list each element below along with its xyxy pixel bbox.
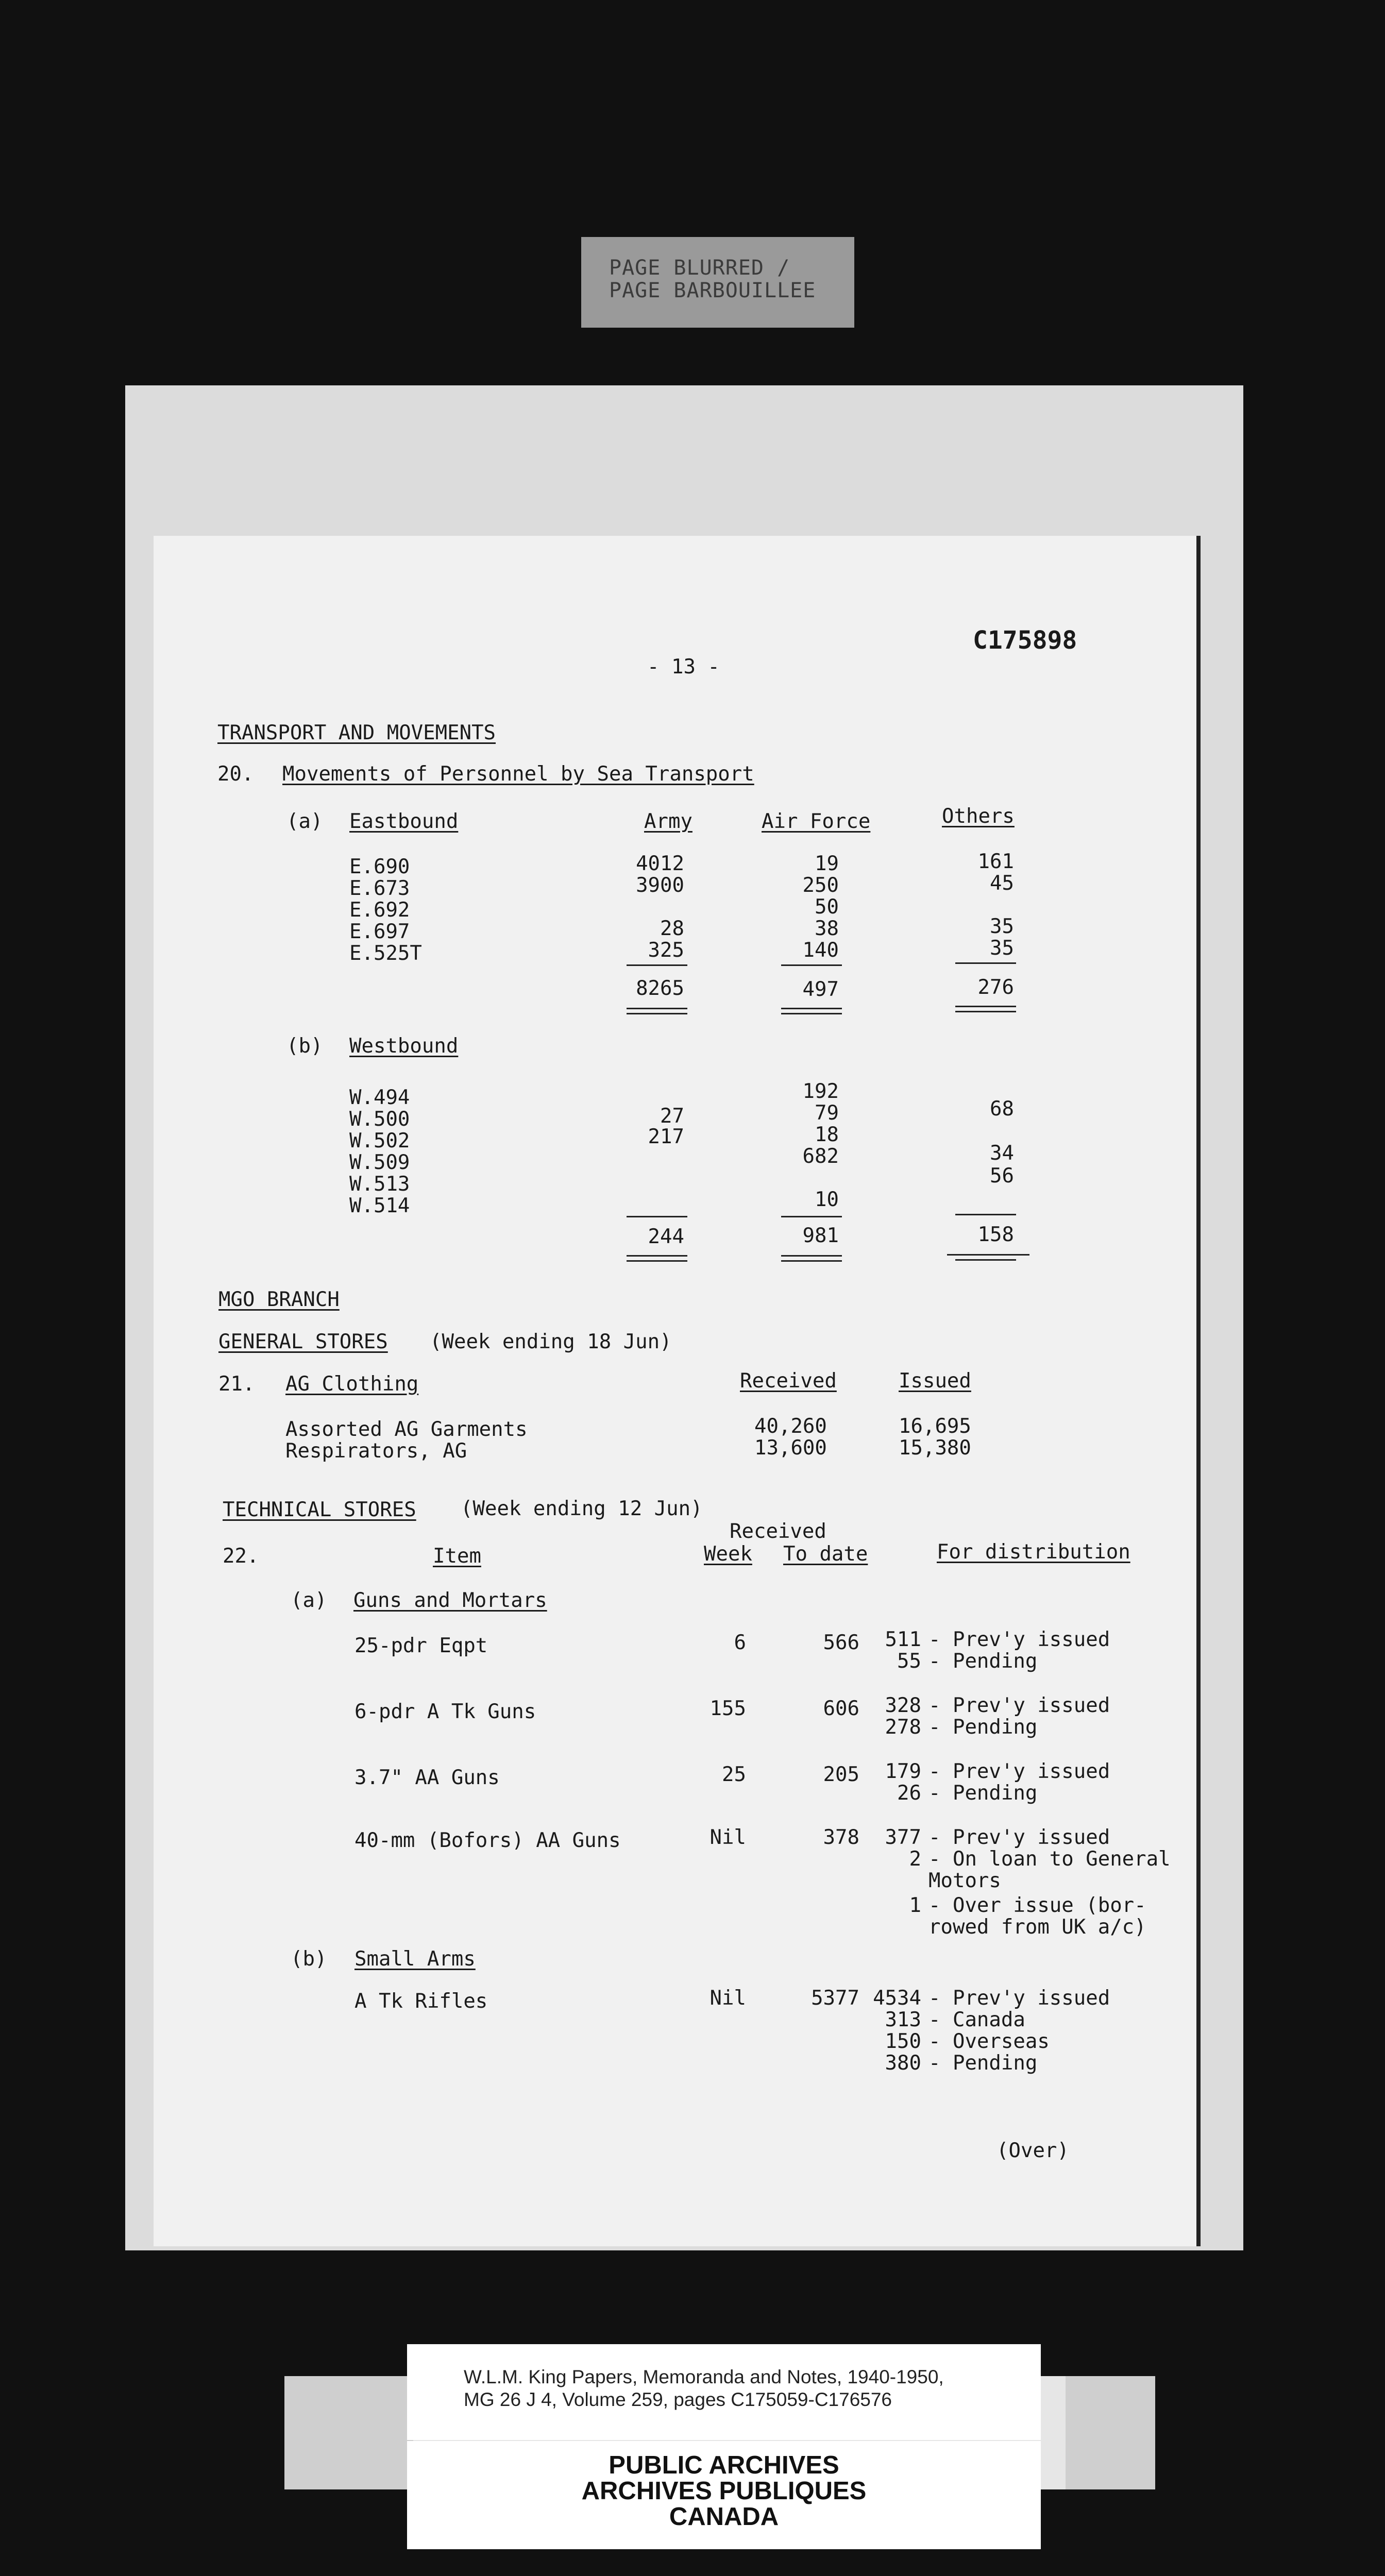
gun-week: 6 <box>734 1631 746 1654</box>
west-air: 682 <box>802 1145 839 1168</box>
westbound-marker: (b) <box>286 1035 323 1058</box>
gun-item: 3.7" AA Guns <box>354 1766 500 1789</box>
column-army: Army <box>644 810 692 833</box>
rule <box>955 1011 1016 1012</box>
ag-item: Respirators, AG <box>285 1439 467 1463</box>
dist-qty: 4534 <box>873 1987 921 2010</box>
dist-qty: 511 <box>885 1628 921 1651</box>
dist-desc: - Prev'y issued <box>928 1628 1110 1651</box>
west-ship: W.494 <box>349 1086 410 1109</box>
dist-desc: rowed from UK a/c) <box>928 1916 1146 1939</box>
west-ship: W.500 <box>349 1108 410 1131</box>
east-army: 4012 <box>636 852 684 875</box>
column-to-date: To date <box>783 1543 868 1566</box>
east-others: 35 <box>990 915 1014 938</box>
rule <box>947 1254 1029 1256</box>
rule <box>781 1255 842 1257</box>
technical-stores-heading: TECHNICAL STORES <box>223 1498 416 1521</box>
arms-item: A Tk Rifles <box>354 1990 488 2013</box>
transport-heading: TRANSPORT AND MOVEMENTS <box>217 721 496 744</box>
page-number: - 13 - <box>647 655 720 679</box>
east-air: 250 <box>802 874 839 897</box>
rule <box>955 1259 1016 1261</box>
dist-desc: - Pending <box>928 1650 1038 1673</box>
page-blurred-label <box>581 237 854 328</box>
east-army: 3900 <box>636 874 684 897</box>
west-total-others: 158 <box>977 1223 1014 1246</box>
gun-to-date: 606 <box>823 1697 859 1720</box>
east-others: 45 <box>990 872 1014 895</box>
west-army: 27 <box>660 1105 684 1128</box>
rule <box>781 1260 842 1262</box>
dist-desc: - Over issue (bor- <box>928 1894 1146 1917</box>
east-air: 19 <box>815 852 839 875</box>
dist-qty: 150 <box>885 2030 921 2053</box>
column-for-distribution: For distribution <box>937 1540 1130 1564</box>
dist-desc: - Prev'y issued <box>928 1694 1110 1717</box>
dist-qty: 2 <box>909 1848 921 1871</box>
west-air: 79 <box>815 1101 839 1125</box>
dist-desc: Motors <box>928 1869 1001 1892</box>
west-ship: W.509 <box>349 1151 410 1174</box>
citation-line-2: MG 26 J 4, Volume 259, pages C175059-C176576 <box>464 2389 892 2410</box>
gun-to-date: 378 <box>823 1826 859 1849</box>
general-stores-heading: GENERAL STORES <box>218 1330 388 1353</box>
arms-week: Nil <box>710 1987 746 2010</box>
document-page <box>154 536 1201 2246</box>
west-others: 56 <box>990 1164 1014 1188</box>
west-total-army: 244 <box>648 1225 684 1248</box>
eastbound-heading: Eastbound <box>349 810 459 833</box>
blur-line-2: PAGE BARBOUILLEE <box>609 279 816 302</box>
west-others: 68 <box>990 1097 1014 1121</box>
gun-week: 25 <box>722 1763 746 1786</box>
rule <box>955 962 1016 964</box>
dist-qty: 179 <box>885 1760 921 1783</box>
guns-marker: (a) <box>291 1589 327 1612</box>
dist-desc: - Canada <box>928 2008 1025 2031</box>
east-others: 35 <box>990 937 1014 960</box>
east-total-air: 497 <box>802 978 839 1001</box>
item-20-number: 20. <box>217 762 254 786</box>
gun-week: 155 <box>710 1697 746 1720</box>
dist-desc: - Overseas <box>928 2030 1050 2053</box>
rule <box>781 964 842 966</box>
arms-to-date: 5377 <box>811 1987 859 2010</box>
rule <box>781 1008 842 1009</box>
dist-desc: - Prev'y issued <box>928 1760 1110 1783</box>
gun-week: Nil <box>710 1826 746 1849</box>
item-21-number: 21. <box>218 1372 255 1396</box>
west-air: 18 <box>815 1123 839 1146</box>
rule <box>955 1006 1016 1007</box>
item-22-number: 22. <box>223 1545 259 1568</box>
column-received-top: Received <box>730 1520 826 1543</box>
archive-line-3: CANADA <box>669 2503 779 2531</box>
east-air: 140 <box>802 939 839 962</box>
east-ship: E.673 <box>349 877 410 900</box>
east-total-others: 276 <box>977 976 1014 999</box>
ag-issued: 15,380 <box>899 1436 971 1460</box>
east-others: 161 <box>977 850 1014 873</box>
general-stores-week: (Week ending 18 Jun) <box>430 1330 672 1353</box>
east-ship: E.692 <box>349 899 410 922</box>
rule <box>627 1260 687 1262</box>
column-received: Received <box>740 1369 837 1393</box>
item-20-title: Movements of Personnel by Sea Transport <box>282 762 754 786</box>
rule <box>627 1255 687 1257</box>
rule <box>627 1008 687 1009</box>
dist-qty: 313 <box>885 2008 921 2031</box>
west-ship: W.514 <box>349 1194 410 1217</box>
dist-qty: 1 <box>909 1894 921 1917</box>
west-army: 217 <box>648 1125 684 1148</box>
east-army: 28 <box>660 917 684 940</box>
gun-to-date: 205 <box>823 1763 859 1786</box>
small-arms-marker: (b) <box>291 1947 327 1971</box>
east-air: 38 <box>815 917 839 940</box>
blur-line-1: PAGE BLURRED / <box>609 256 790 280</box>
ag-issued: 16,695 <box>899 1415 971 1438</box>
document-id: C175898 <box>973 626 1077 655</box>
archive-label <box>407 2441 1041 2549</box>
mgo-branch-heading: MGO BRANCH <box>218 1288 340 1311</box>
dist-qty: 26 <box>897 1782 921 1805</box>
dist-desc: - Pending <box>928 1782 1038 1805</box>
citation-card <box>407 2344 1041 2440</box>
footer-tab-left <box>284 2376 413 2489</box>
column-issued: Issued <box>899 1369 971 1393</box>
west-air: 10 <box>815 1188 839 1211</box>
gun-item: 40-mm (Bofors) AA Guns <box>354 1829 621 1852</box>
dist-qty: 380 <box>885 2052 921 2075</box>
west-air: 192 <box>802 1080 839 1103</box>
westbound-heading: Westbound <box>349 1035 459 1058</box>
small-arms-heading: Small Arms <box>354 1947 476 1971</box>
west-ship: W.513 <box>349 1173 410 1196</box>
technical-stores-week: (Week ending 12 Jun) <box>461 1497 703 1520</box>
dist-desc: - On loan to General <box>928 1848 1171 1871</box>
column-week: Week <box>704 1543 752 1566</box>
west-total-air: 981 <box>802 1224 839 1247</box>
east-ship: E.525T <box>349 942 422 965</box>
gun-item: 25-pdr Eqpt <box>354 1634 488 1657</box>
gun-to-date: 566 <box>823 1631 859 1654</box>
column-others: Others <box>942 805 1015 828</box>
dist-qty: 328 <box>885 1694 921 1717</box>
footer-tab-right <box>1066 2376 1155 2489</box>
rule <box>627 1013 687 1014</box>
dist-qty: 278 <box>885 1716 921 1739</box>
east-total-army: 8265 <box>636 977 684 1000</box>
archive-line-2: ARCHIVES PUBLIQUES <box>581 2477 867 2505</box>
ag-item: Assorted AG Garments <box>285 1418 528 1441</box>
dist-desc: - Prev'y issued <box>928 1826 1110 1849</box>
ag-received: 13,600 <box>754 1436 827 1460</box>
dist-desc: - Pending <box>928 2052 1038 2075</box>
dist-desc: - Prev'y issued <box>928 1987 1110 2010</box>
rule <box>781 1216 842 1217</box>
east-army: 325 <box>648 939 684 962</box>
east-ship: E.697 <box>349 920 410 943</box>
eastbound-marker: (a) <box>286 810 323 833</box>
guns-heading: Guns and Mortars <box>353 1589 547 1612</box>
item-21-title: AG Clothing <box>285 1372 419 1396</box>
dist-qty: 55 <box>897 1650 921 1673</box>
dist-qty: 377 <box>885 1826 921 1849</box>
gun-item: 6-pdr A Tk Guns <box>354 1700 536 1723</box>
east-ship: E.690 <box>349 855 410 878</box>
column-air-force: Air Force <box>762 810 871 833</box>
west-others: 34 <box>990 1142 1014 1165</box>
rule <box>627 1216 687 1217</box>
column-item: Item <box>433 1545 481 1568</box>
over-note: (Over) <box>996 2139 1069 2162</box>
rule <box>955 1214 1016 1215</box>
archive-line-1: PUBLIC ARCHIVES <box>609 2451 839 2479</box>
rule <box>781 1013 842 1014</box>
east-air: 50 <box>815 895 839 919</box>
ag-received: 40,260 <box>754 1415 827 1438</box>
west-ship: W.502 <box>349 1129 410 1153</box>
rule <box>627 964 687 966</box>
citation-line-1: W.L.M. King Papers, Memoranda and Notes, 1940-1950, <box>464 2366 944 2387</box>
dist-desc: - Pending <box>928 1716 1038 1739</box>
